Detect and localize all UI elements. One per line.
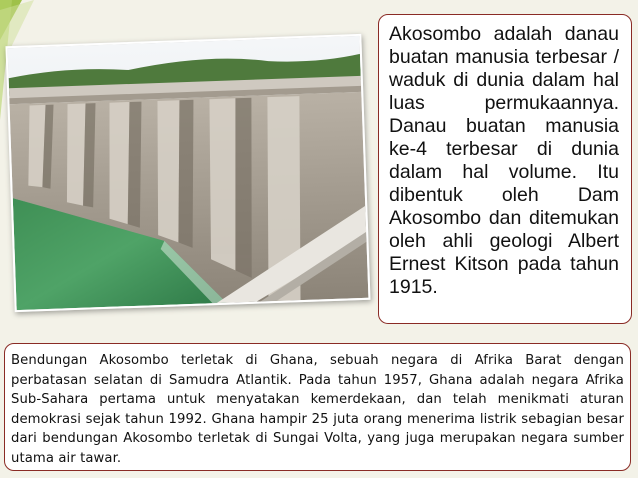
main-text: Akosombo adalah danau buatan manusia terbesar / waduk di dunia dalam hal luas permukaannya. Danau buatan manusia ke-4 terbesar di dunia dalam hal volume. Itu dibentuk oleh Dam Akosombo dan ditemukan oleh ahli geologi Albert Ernest Kitson pada tahun 1915. <box>389 23 619 298</box>
description-card <box>378 14 632 324</box>
caption-box <box>4 343 631 471</box>
caption-text: Bendungan Akosombo terletak di Ghana, sebuah negara di Afrika Barat dengan perbatasan selatan di Samudra Atlantik. Pada tahun 1957, Ghana adalah negara Afrika Sub-Sahara pertama untuk menyatakan kemerdekaan, dan telah menikmati aturan demokrasi sejak tahun 1992. Ghana hampir 25 juta orang menerima listrik sebagian besar dari bendungan Akosombo terletak di Sungai Volta, yang juga merupakan negara sumber utama air tawar. <box>11 353 624 466</box>
dam-photo <box>5 34 370 312</box>
